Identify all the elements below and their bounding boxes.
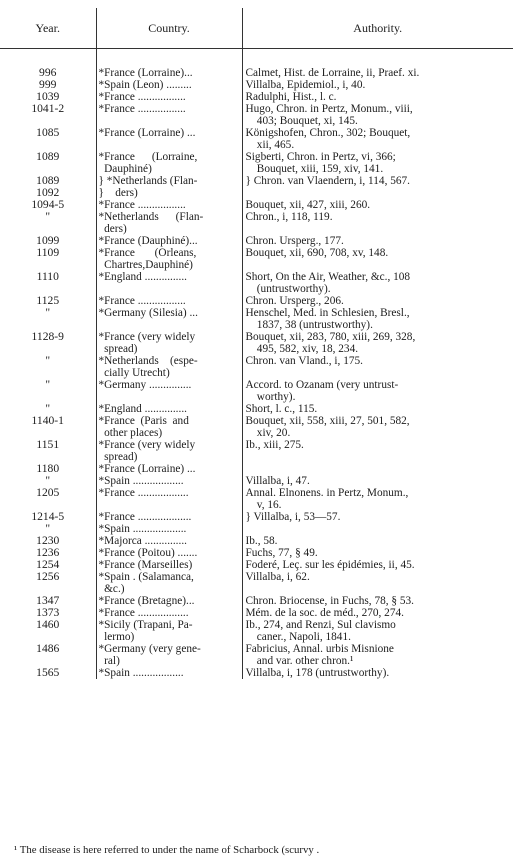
year-cell: ": [0, 211, 96, 235]
authority-cell: Sigberti, Chron. in Pertz, vi, 366; Bouquet, xiii, 159, xiv, 141.: [245, 151, 396, 175]
table-row: [0, 271, 513, 295]
table-row: [0, 475, 513, 487]
authority-cell: Annal. Elnonens. in Pertz, Monum., v, 16.: [245, 487, 409, 511]
table-row: [0, 595, 513, 607]
authority-cell: Fabricius, Annal. urbis Misnione and var. other chron.¹: [245, 643, 394, 667]
country-cell: *Netherlands (espe- cially Utrecht): [96, 355, 242, 379]
table-row: [0, 331, 513, 355]
country-cell: *France .................: [96, 295, 242, 307]
authority-cell: Chron. Ursperg., 177.: [245, 235, 344, 247]
country-cell: *France (Lorraine)...: [96, 67, 242, 79]
table-body: [0, 49, 513, 680]
authority-cell: Mém. de la soc. de méd., 270, 274.: [245, 607, 404, 619]
year-cell: 999: [0, 79, 96, 91]
table-row: [0, 211, 513, 235]
table-row: [0, 547, 513, 559]
table-row: [0, 235, 513, 247]
country-cell: *Majorca ...............: [96, 535, 242, 547]
table-row: [0, 295, 513, 307]
authority-cell: Villalba, Epidemiol., i, 40.: [245, 79, 366, 91]
country-cell: *France (Marseilles): [96, 559, 242, 571]
table-row: [0, 307, 513, 331]
authority-cell: Foderé, Leç. sur les épidémies, ii, 45.: [245, 559, 415, 571]
spacer-row: [0, 49, 513, 68]
table-row: [0, 199, 513, 211]
year-cell: 1110: [0, 271, 96, 295]
year-cell: 1254: [0, 559, 96, 571]
authority-cell: } Chron. van Vlaendern, i, 114, 567.: [245, 175, 410, 187]
table-row: [0, 127, 513, 151]
year-cell: ": [0, 355, 96, 379]
table-row: [0, 463, 513, 475]
year-cell: 1347: [0, 595, 96, 607]
country-cell: *Spain ..................: [96, 667, 242, 679]
table-row: [0, 151, 513, 175]
table-row: [0, 403, 513, 415]
table-row: [0, 439, 513, 463]
header-country: Country.: [96, 8, 242, 49]
authority-cell: Chron., i, 118, 119.: [245, 211, 333, 223]
authority-cell: Villalba, i, 47.: [245, 475, 310, 487]
country-cell: *France (Lorraine) ...: [96, 127, 242, 151]
authority-cell: Short, On the Air, Weather, &c., 108 (untrustworthy).: [245, 271, 411, 295]
country-cell: *France .................: [96, 91, 242, 103]
year-cell: ": [0, 475, 96, 487]
year-cell: 1151: [0, 439, 96, 463]
year-cell: ": [0, 307, 96, 331]
table-row: [0, 355, 513, 379]
table-row: [0, 643, 513, 667]
table-row: [0, 79, 513, 91]
year-cell: 1230: [0, 535, 96, 547]
authority-cell: Bouquet, xii, 690, 708, xv, 148.: [245, 247, 389, 259]
year-cell: 1205: [0, 487, 96, 511]
authority-cell: Bouquet, xii, 558, xiii, 27, 501, 582, xiv, 20.: [245, 415, 410, 439]
table-row: [0, 415, 513, 439]
footnote: ¹ The disease is here referred to under the name of Scharbock (scurvy .: [14, 844, 320, 856]
country-cell: *France .................: [96, 199, 242, 211]
year-cell: 1041-2: [0, 103, 96, 127]
country-cell: *Spain . (Salamanca, &c.): [96, 571, 242, 595]
country-cell: *Netherlands (Flan- ders): [96, 211, 242, 235]
table-row: [0, 535, 513, 547]
chronology-table: [0, 8, 513, 679]
year-cell: 1373: [0, 607, 96, 619]
year-cell: 1094-5: [0, 199, 96, 211]
country-cell: *France (very widely spread): [96, 331, 242, 355]
country-cell: *France (Paris and other places): [96, 415, 242, 439]
country-cell: *Germany (very gene- ral): [96, 643, 242, 667]
authority-cell: [242, 463, 513, 475]
authority-cell: Chron. van Vland., i, 175.: [245, 355, 363, 367]
authority-cell: Ib., 58.: [245, 535, 278, 547]
year-cell: 1486: [0, 643, 96, 667]
country-cell: *England ...............: [96, 403, 242, 415]
country-cell: *Spain ..................: [96, 475, 242, 487]
authority-cell: Hugo, Chron. in Pertz, Monum., viii, 403; Bouquet, xi, 145.: [245, 103, 413, 127]
table-row: [0, 511, 513, 535]
year-cell: 1039: [0, 91, 96, 103]
year-cell: ": [0, 379, 96, 403]
table-row: [0, 379, 513, 403]
year-cell: 1089: [0, 151, 96, 175]
year-cell: 1180: [0, 463, 96, 475]
authority-cell: Ib., 274, and Renzi, Sul clavismo caner., Napoli, 1841.: [245, 619, 396, 643]
country-cell: } *Netherlands (Flan- } ders): [96, 175, 242, 199]
country-cell: *France ..................: [96, 487, 242, 511]
year-cell: 1236: [0, 547, 96, 559]
year-cell: 1109: [0, 247, 96, 271]
authority-cell: Fuchs, 77, § 49.: [245, 547, 318, 559]
authority-cell: Königshofen, Chron., 302; Bouquet, xii, 465.: [245, 127, 411, 151]
header-row: [0, 8, 513, 49]
year-cell: 1565: [0, 667, 96, 679]
year-cell: 996: [0, 67, 96, 79]
year-cell: 1256: [0, 571, 96, 595]
year-cell: 1214-5 ": [0, 511, 96, 535]
year-cell: 1099: [0, 235, 96, 247]
year-cell: 1140-1: [0, 415, 96, 439]
country-cell: *France (Bretagne)...: [96, 595, 242, 607]
country-cell: *England ...............: [96, 271, 242, 295]
header-year: Year.: [0, 8, 96, 49]
year-cell: ": [0, 403, 96, 415]
country-cell: *France ................... *Spain ...................: [96, 511, 242, 535]
table-row: [0, 67, 513, 79]
table-row: [0, 607, 513, 619]
year-cell: 1460: [0, 619, 96, 643]
country-cell: *France (Dauphiné)...: [96, 235, 242, 247]
table-row: [0, 247, 513, 271]
authority-cell: Villalba, i, 62.: [245, 571, 310, 583]
authority-cell: Accord. to Ozanam (very untrust- worthy).: [245, 379, 399, 403]
authority-cell: Bouquet, xii, 283, 780, xiii, 269, 328, 495, 582, xiv, 18, 234.: [245, 331, 416, 355]
table-row: [0, 571, 513, 595]
table-row: [0, 103, 513, 127]
authority-cell: Villalba, i, 178 (untrustworthy).: [245, 667, 390, 679]
country-cell: *France (Lorraine) ...: [96, 463, 242, 475]
authority-cell: Ib., xiii, 275.: [245, 439, 304, 451]
country-cell: *France ..................: [96, 607, 242, 619]
country-cell: *France (Lorraine, Dauphiné): [96, 151, 242, 175]
country-cell: *Germany ...............: [96, 379, 242, 403]
country-cell: *France (Orleans, Chartres,Dauphiné): [96, 247, 242, 271]
table-row: [0, 91, 513, 103]
authority-cell: Calmet, Hist. de Lorraine, ii, Praef. xi.: [245, 67, 420, 79]
table-row: [0, 619, 513, 643]
year-cell: 1089 1092: [0, 175, 96, 199]
authority-cell: Chron. Briocense, in Fuchs, 78, § 53.: [245, 595, 414, 607]
authority-cell: Henschel, Med. in Schlesien, Bresl., 1837, 38 (untrustworthy).: [245, 307, 410, 331]
authority-cell: Bouquet, xii, 427, xiii, 260.: [245, 199, 371, 211]
authority-cell: } Villalba, i, 53—57.: [245, 511, 341, 523]
country-cell: *Germany (Silesia) ...: [96, 307, 242, 331]
table-row: [0, 175, 513, 199]
authority-cell: Short, l. c., 115.: [245, 403, 318, 415]
country-cell: *France (very widely spread): [96, 439, 242, 463]
table-row: [0, 487, 513, 511]
table-row: [0, 667, 513, 679]
table-row: [0, 559, 513, 571]
authority-cell: Radulphi, Hist., l. c.: [245, 91, 337, 103]
year-cell: 1128-9: [0, 331, 96, 355]
year-cell: 1125: [0, 295, 96, 307]
country-cell: *France (Poitou) .......: [96, 547, 242, 559]
country-cell: *Spain (Leon) .........: [96, 79, 242, 91]
header-authority: Authority.: [242, 8, 513, 49]
year-cell: 1085: [0, 127, 96, 151]
authority-cell: Chron. Ursperg., 206.: [245, 295, 344, 307]
country-cell: *Sicily (Trapani, Pa- lermo): [96, 619, 242, 643]
country-cell: *France .................: [96, 103, 242, 127]
